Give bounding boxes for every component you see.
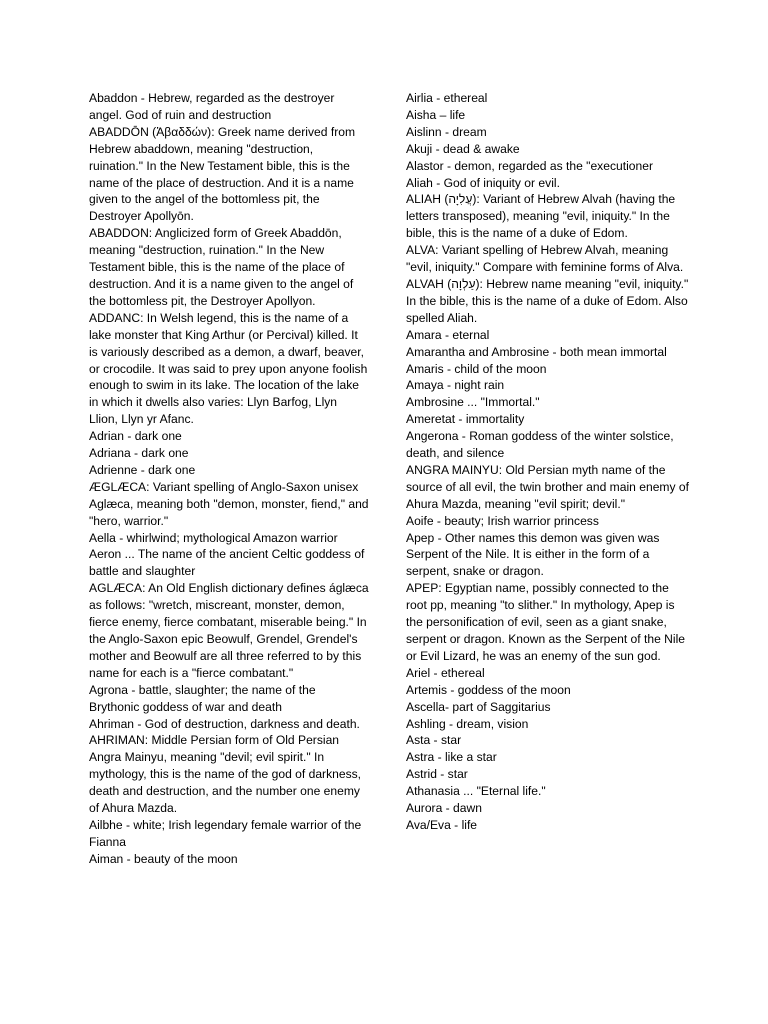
name-entry: Aurora - dawn (406, 801, 482, 816)
name-entry: ABADDON: Anglicized form of Greek Abaddōn, meaning "destruction, ruination." In the New Testament bible, this is the name of the place of destruction. And it is a name given to the angel of the bottomless pit, the Destroyer Apollyon. (89, 226, 354, 308)
right-column (406, 90, 690, 834)
name-entry: Ambrosine ... "Immortal." (406, 395, 540, 410)
name-entry: Astrid - star (406, 767, 468, 782)
name-entry: Airlia - ethereal (406, 91, 488, 105)
name-entry: Adrienne - dark one (89, 462, 196, 477)
name-entry: Ashling - dream, vision (406, 716, 529, 731)
name-entry: Ariel - ethereal (406, 665, 485, 680)
name-entry: Amara - eternal (406, 327, 490, 342)
name-entry: ÆGLÆCA: Variant spelling of Anglo-Saxon unisex Aglæca, meaning both "demon, monster, fiend," and "hero, warrior." (89, 479, 369, 528)
name-entry: Aislinn - dream (406, 124, 487, 139)
name-entry: Athanasia ... "Eternal life." (406, 784, 546, 799)
name-entry: Ailbhe - white; Irish legendary female warrior of the Fianna (89, 817, 362, 849)
name-entry: Artemis - goddess of the moon (406, 682, 571, 697)
name-entry: AHRIMAN: Middle Persian form of Old Persian Angra Mainyu, meaning "devil; evil spirit." In mythology, this is the name of the god of darkness, death and destruction, and the number one enemy of Ahura Mazda. (89, 733, 362, 816)
name-entry: Agrona - battle, slaughter; the name of the Brythonic goddess of war and death (89, 682, 316, 714)
name-entry: Akuji - dead & awake (406, 141, 520, 156)
name-entry: Aella - whirlwind; mythological Amazon warrior (89, 530, 338, 545)
name-entry: APEP: Egyptian name, possibly connected to the root pp, meaning "to slither." In mythology, Apep is the personification of evil, seen as a giant snake, serpent or dragon. Known as the Serpent of the Nile or Evil Lizard, he was an enemy of the sun god. (406, 581, 686, 663)
name-entry: Angerona - Roman goddess of the winter solstice, death, and silence (406, 429, 674, 461)
name-entry: Ava/Eva - life (406, 817, 478, 832)
name-entry: Amarantha and Ambrosine - both mean immortal (406, 344, 667, 359)
name-entry: Aeron ... The name of the ancient Celtic goddess of battle and slaughter (89, 547, 365, 579)
name-entry: Amaris - child of the moon (406, 361, 547, 376)
name-entry: Ascella- part of Saggitarius (406, 699, 551, 714)
name-entry: ALIAH (עֲלִיָה): Variant of Hebrew Alvah (having the letters transposed), meaning "evil, iniquity." In the bible, this is the name of a duke of Edom. (406, 192, 676, 241)
name-entry: Ameretat - immortality (406, 412, 525, 427)
name-entry: Aiman - beauty of the moon (89, 851, 238, 866)
name-entry: Amaya - night rain (406, 378, 505, 393)
name-entry: Aisha – life (406, 107, 466, 122)
name-entry: Aoife - beauty; Irish warrior princess (406, 513, 599, 528)
name-entry: ABADDŌN (Ἀβαδδών): Greek name derived from Hebrew abaddown, meaning "destruction, ruination." In the New Testament bible, this is the name of the place of destruction. And it is a name given to the angel of the bottomless pit, the Destroyer Apollyōn. (89, 124, 356, 224)
name-entry: Ahriman - God of destruction, darkness and death. (89, 716, 360, 731)
name-entry: ADDANC: In Welsh legend, this is the name of a lake monster that King Arthur (or Percival) killed. It is variously described as a demon, a dwarf, beaver, or crocodile. It was said to prey upon anyone foolish enough to swim in its lake. The location of the lake in which it dwells also varies: Llyn Barfog, Llyn Llion, Llyn yr Afanc. (89, 310, 368, 427)
name-entry: Aliah - God of iniquity or evil. (406, 175, 560, 190)
name-entry: Apep - Other names this demon was given was Serpent of the Nile. It is either in the form of a serpent, snake or dragon. (406, 530, 660, 579)
name-entry: Alastor - demon, regarded as the "executioner (406, 158, 653, 173)
name-entry: Astra - like a star (406, 750, 497, 765)
name-entry: Adriana - dark one (89, 446, 189, 461)
name-entry: AGLÆCA: An Old English dictionary defines áglæca as follows: "wretch, miscreant, monster, demon, fierce enemy, fierce combatant, miserable being." In the Anglo-Saxon epic Beowulf, Grendel, Grendel's mother and Beowulf are all three referred to by this name for each is a "fierce combatant." (89, 581, 369, 680)
left-column (89, 90, 369, 868)
name-entry: Asta - star (406, 733, 462, 748)
name-entry: ANGRA MAINYU: Old Persian myth name of the source of all evil, the twin brother and main enemy of Ahura Mazda, meaning "evil spirit; devil." (406, 462, 690, 511)
name-entry: ALVAH (עַלְוָה): Hebrew name meaning "evil, iniquity." In the bible, this is the name of a duke of Edom. Also spelled Aliah. (406, 276, 689, 325)
name-entry: ALVA: Variant spelling of Hebrew Alvah, meaning "evil, iniquity." Compare with feminine forms of Alva. (406, 243, 684, 275)
name-entry: Abaddon - Hebrew, regarded as the destroyer angel. God of ruin and destruction (89, 91, 335, 122)
name-entry: Adrian - dark one (89, 429, 182, 444)
